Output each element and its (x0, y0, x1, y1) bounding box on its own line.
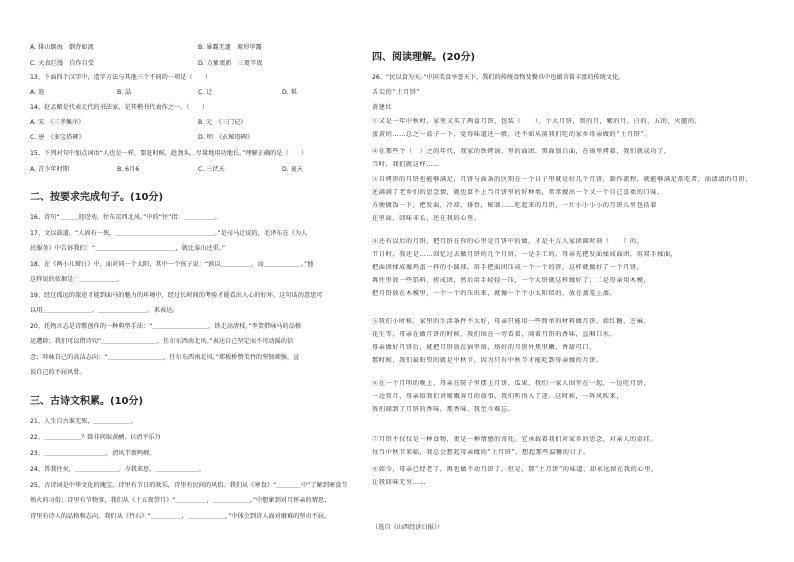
option: A. 排山倒海 倒背如流 (30, 44, 94, 51)
article-paragraph-line: ⑥在一个月明的晚上，母亲在院子里摆上月饼、瓜果，我们一家人围坐在一起，一边吃月饼， (372, 380, 651, 387)
article-paragraph-line: 花生等，母亲在做月饼的时候，我们围在一旁看着，闻着月饼的香味，直咽口水。 (372, 331, 617, 338)
article-title: 舌尖的“土月饼” (372, 89, 421, 96)
question-line: 20、托物言志是诗歌创作的一种典型手法：“＿＿＿＿＿＿＿＿＿，铁走高清枝。”李贺借咏马的品格 (30, 323, 302, 330)
question-line: 民服务》中告诉我们：“＿＿＿＿＿＿＿＿＿＿＿＿＿，就比泰山还重。” (30, 245, 226, 252)
question-line: 22、＿＿＿＿＿＿？除非问取黄鹂。(《清平乐》) (30, 434, 161, 441)
article-paragraph-line: 蛋黄的……总之一盒子一下，觉得味道还一般，还不如从前我们吃的家乡母亲做的“土月饼”。 (372, 131, 652, 138)
article-paragraph-line: 方便做饭一下，把发面，冷却，排骨，秘制……吃起来的月饼，一片小小小小的月饼儿里包括着 (372, 202, 658, 209)
article-paragraph-line: ⑤我们小时候，家里的生活条件不太好，母亲只能用一些简单的材料做月饼，如红糖、芝麻、 (372, 318, 651, 325)
option: B. 6月6 (117, 166, 140, 173)
question-line: 19、经过孤远的旅途才能到面马的魅力的环境中，经过长时间的考验才能看出人心的好坏。这句话的意思可 (30, 292, 323, 299)
option: B. 暴露无遗 原形毕露 (198, 44, 262, 51)
article-paragraph-line: ④还有以后的月饼，把月饼在你的心里是月饼中的做，才是千万人家团圆时刻（ ）的， (372, 238, 644, 245)
article-paragraph-line: ②在那些个（ ）之的年代，我家的铁烤锅，里的面团，黑面加白面，在锅里烤着，我们就成功了， (372, 148, 671, 155)
article-paragraph-line: 把月饼放在木模里，一个一个的压出来，就像一个个小太阳似的，放在蒸笼上蒸。 (372, 290, 617, 297)
article-paragraph-line: 再往里放一些馅料，搓成团，然后用手轻轻一压，一个大饼就这样做好了；二是母亲用木模， (372, 277, 651, 284)
article-paragraph-line: 母亲做好月饼后，就把月饼放在锅里烙，烙好的月饼外焦里嫩，香甜可口。 (372, 344, 596, 351)
article-paragraph-line: 那时候，我们最盼望的就是中秋节，因为只有中秋节才能吃到母亲做的月饼。 (372, 357, 603, 364)
question-line: 18、在《两小儿辩日》中，面对同一个太阳，其中一个孩子说：“孰以＿＿＿＿＿，而＿＿＿＿＿＿。”他 (30, 261, 314, 268)
article-paragraph-line: ③自烤饼的月饼也能够满足，月饼与面条的区别在一个日子里就是好几个月饼，制作流程，就能够满足常吃者，油渍渍的月饼， (372, 176, 753, 183)
question-14: 14、赵孟頫是代表元代的书法家，是其楷书代表作之一。（ ） (30, 104, 209, 111)
article-paragraph-line: 一边赏月，母亲给我们讲嫦娥奔月的故事，我们听得入了迷。这时候，一阵风吹来， (372, 393, 624, 400)
question-line: 运遭辟；我们可以借诗句“＿＿＿＿＿＿＿＿＿，任尔东西南北风。”表达自己坚定而不可动摇的信 (30, 338, 294, 345)
article-paragraph-line: 还满满了老乡们的思念情，就也算不上当月饼里的好种类，常常做出一个又一个自己喜欢的口味， (372, 189, 664, 196)
question-26: 26、“民以食为天。”中国美食享誉天下，我们的传统食物及餐具中也蕴含着丰富的传统文化。 (372, 74, 625, 81)
article-paragraph-line: ⑧如今，母亲已经老了，再也做不动月饼了。但是，那“土月饼”的味道，却永远留在我的心里， (372, 466, 658, 473)
option: A. 逍 (30, 89, 45, 96)
article-source: （选自《山西经济日报》） (372, 524, 444, 531)
question-line: 念；吟咏自己的高洁志向：“＿＿＿＿＿＿＿＿＿，任尔东西南北风。”郑板桥赞美竹的坚韧顽强，宣 (30, 354, 300, 361)
section-4-title: 四、阅读理解。(20分) (372, 52, 476, 63)
article-paragraph-line: 节日时，我还是……回忆过去做月饼的几个月饼，一是手工的，母亲先把发面揉成面团，用双手揉面， (372, 251, 678, 258)
question-line: 24、兽我往矣，＿＿＿＿＿＿＿。今我来思，＿＿＿＿＿＿＿。 (30, 466, 205, 473)
option: B. 元 《三门记》 (198, 119, 247, 126)
option: D. 万象更新 三更半夜 (198, 60, 263, 67)
question-line: 这样说的依据是：＿＿＿＿＿＿。 (30, 276, 123, 283)
article-paragraph-line: ⑦月饼不仅仅是一种食物，更是一种情感的寄托。它承载着我们对家乡的思念，对亲人的牵挂。 (372, 436, 658, 443)
option: C. 唐 《多宝塔碑》 (30, 134, 85, 141)
question-line: 熟火的习俗；诗里有节物事，我们从《十五夜望月》“＿＿＿＿＿，＿＿＿＿＿＿。”中想象到对月怀亲的情思； (30, 497, 331, 504)
question-line: 以用＿＿＿＿＿＿＿＿，＿＿＿＿＿＿＿＿。来表达。 (30, 307, 179, 314)
article-paragraph-line: 把面团揉成像鸡蛋一样的小圆球，用手把面团压成一个一个的饼，这样就做好了一个月饼。 (372, 264, 644, 271)
option: D. 明 《玄秘塔碑》 (198, 134, 254, 141)
option: B. 晶 (117, 89, 132, 96)
article-paragraph-line: 每当中秋节来临，我总会想起母亲做的“土月饼”，想起那些温馨的日子。 (372, 449, 590, 456)
section-3-title: 三、古诗文积累。(10分) (30, 396, 144, 407)
option: D. 惧 (282, 89, 297, 96)
question-line: 25、古诗词是中华文化的瑰宝，诗里有节日的欢乐，诗里有民间的风俗。我们从《寒食》“＿＿＿＿中”了解到寒食节 (30, 482, 348, 489)
option: D. 夏天 (282, 166, 304, 173)
option: A. 宋 《三孝集序》 (30, 119, 85, 126)
question-line: 16、诗句“＿＿＿迎迓劝，往东京西北风。”中的“往”指：＿＿＿＿＿。 (30, 214, 221, 221)
article-paragraph-line: 当时，我们就这样…… (372, 161, 440, 168)
article-paragraph-line: 在里面，回味非长，还在我的心里。 (372, 215, 481, 222)
question-line: 17、文以载道。“人固有一死，＿＿＿＿＿＿＿＿＿＿＿＿＿＿＿＿。”是司马迁说的，毛泽东在《为人 (30, 230, 308, 237)
article-paragraph-line: 我们闻到了月饼的香味，那香味，我至今难忘。 (372, 406, 515, 413)
question-line: 23、＿＿＿＿＿＿＿＿＿＿，清风半夜鸣蝉。 (30, 450, 156, 457)
article-paragraph-line: 让我回味无穷…… (372, 479, 427, 486)
question-15: 15、下列对句中加点词语“人也是一样，要赶时候，趁劲头，尽量地用功地长。”理解正确的是（ ） (30, 150, 308, 157)
option: A. 青少年时期 (30, 166, 69, 173)
option: C. 三伏天 (198, 166, 225, 173)
article-author: 黄建红 (372, 104, 393, 111)
question-13: 13、下面四个汉字中，造字方法与其他三个不同的一项是（ ） (30, 74, 212, 81)
question-line: 诗里有诗人的品格和志向，我们从《竹石》“＿＿＿＿＿，＿＿＿＿＿＿。”中体会到诗人面对磨难的坚贞不屈。 (30, 513, 331, 520)
option: C. 天真烂漫 自作自受 (30, 60, 94, 67)
option: C. 迁 (198, 89, 213, 96)
question-line: 说自己的不屈风骨。 (30, 369, 86, 376)
section-2-title: 二、按要求完成句子。(10分) (30, 192, 164, 203)
question-line: 21、人生自古谁无死，＿＿＿＿＿＿。 (30, 418, 137, 425)
article-paragraph-line: ①又是一年中秋时，家里又买了两盒月饼，包装（ ）、个大月饼，黑的月，紫的月，白的，五的，火腿的， (372, 118, 702, 125)
